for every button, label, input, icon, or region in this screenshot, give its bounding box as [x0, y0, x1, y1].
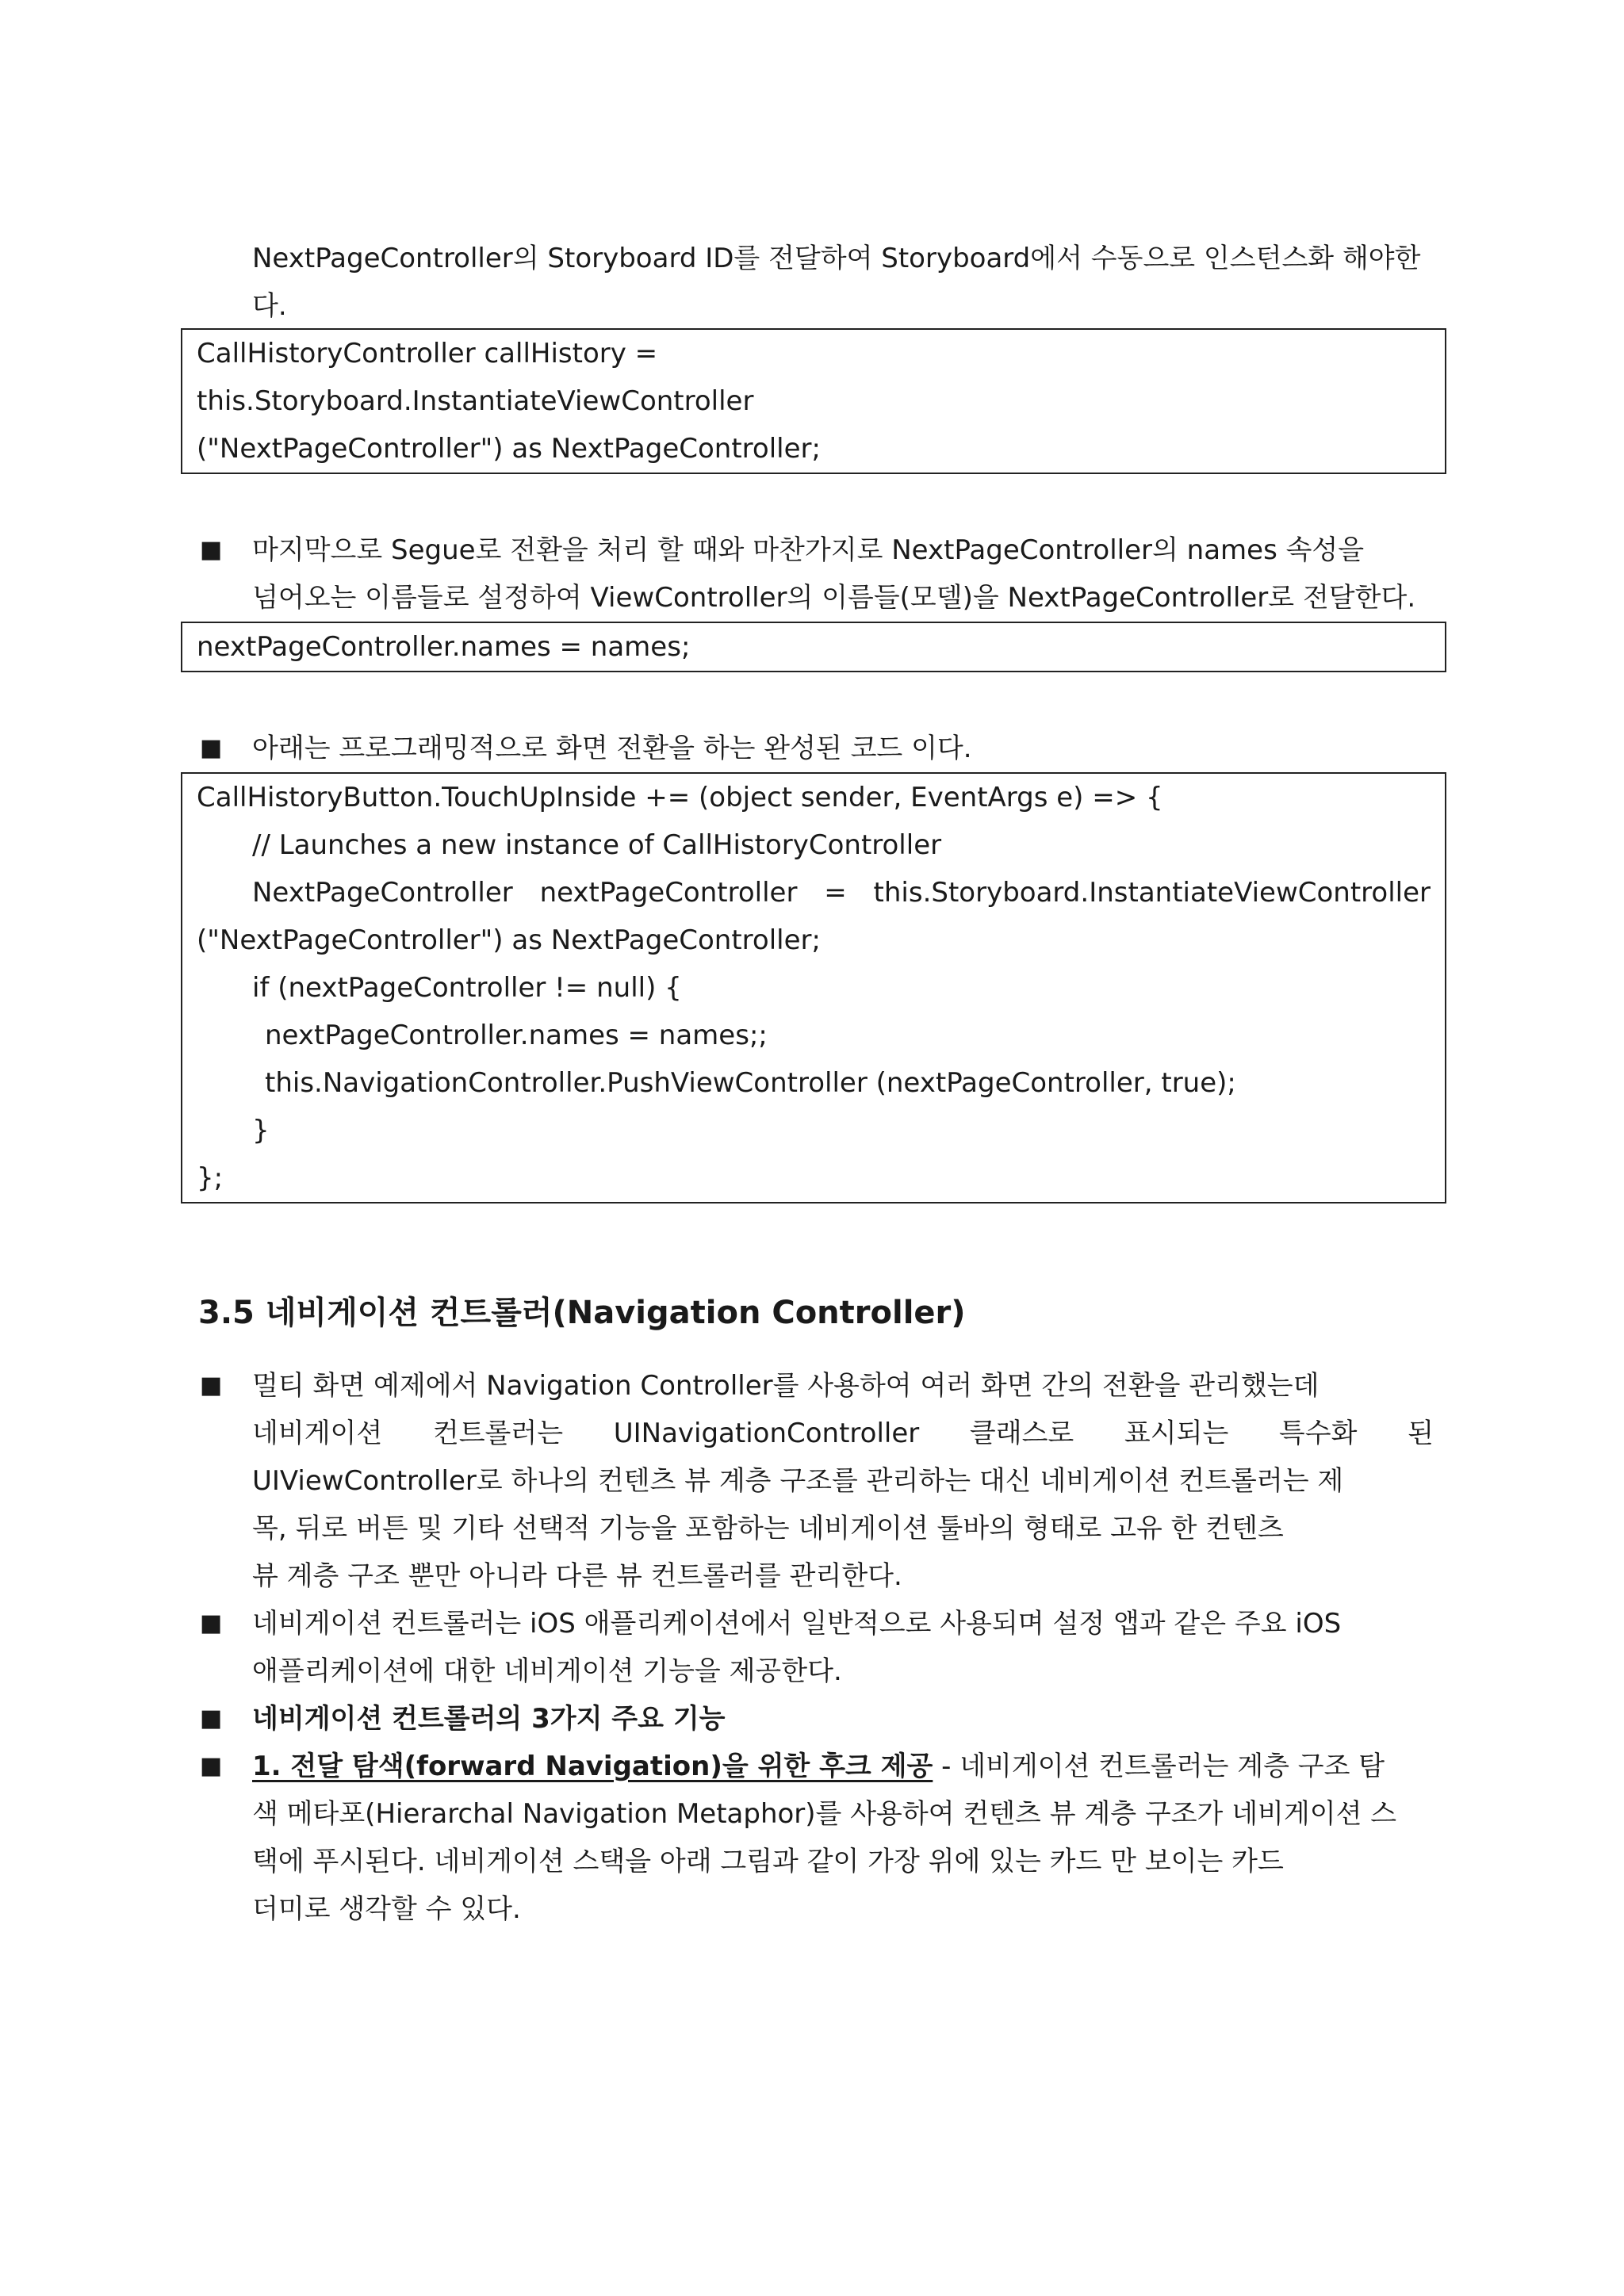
word: 네비게이션 — [252, 1418, 383, 1449]
section-bullet-1 — [252, 1362, 1434, 1600]
bullet-marker: ■ — [200, 1705, 223, 1732]
code-line: ("NextPageController") as NextPageController; — [197, 924, 821, 956]
section-heading: 3.5 네비게이션 컨트롤러(Navigation Controller) — [198, 1295, 966, 1331]
code-line: if (nextPageController != null) { — [252, 972, 682, 1004]
word: UINavigationController — [613, 1418, 920, 1449]
bullet1-line-2: 넘어오는 이름들로 설정하여 ViewController의 이름들(모델)을 NextPageController로 전달한다. — [252, 582, 1416, 614]
bullet-paragraph-names — [252, 526, 1434, 622]
intro-line-1: NextPageController의 Storyboard ID를 전달하여 Storyboard에서 수동으로 인스턴스화 해야한 — [252, 243, 1421, 274]
s-bullet4-line-4: 더미로 생각할 수 있다. — [252, 1893, 521, 1925]
code-line: }; — [197, 1162, 224, 1194]
code-line: this.NavigationController.PushViewController (nextPageController, true); — [265, 1067, 1236, 1099]
forward-navigation-lead: 1. 전달 탐색(forward Navigation)을 위한 후크 제공 — [252, 1751, 933, 1782]
bullet-marker: ■ — [200, 1372, 223, 1399]
code-line: ("NextPageController") as NextPageController; — [197, 433, 821, 465]
code-token: this.Storyboard.InstantiateViewController — [873, 877, 1431, 909]
code-token: NextPageController — [252, 877, 513, 909]
code-token: nextPageController — [539, 877, 798, 909]
bullet-marker: ■ — [200, 1752, 223, 1780]
bullet-paragraph-complete-code — [252, 725, 1434, 772]
bullet-marker: ■ — [200, 536, 223, 564]
bullet-marker: ■ — [200, 1609, 223, 1637]
bullet1-line-1: 마지막으로 Segue로 전환을 처리 할 때와 마찬가지로 NextPageController의 names 속성을 — [252, 534, 1365, 566]
s-bullet1-line-4: 목, 뒤로 버튼 및 기타 선택적 기능을 포함하는 네비게이션 툴바의 형태로 고유 한 컨텐츠 — [252, 1513, 1284, 1544]
s-bullet2-line-2: 애플리케이션에 대한 네비게이션 기능을 제공한다. — [252, 1655, 842, 1687]
s-bullet1-line-3: UIViewController로 하나의 컨텐츠 뷰 계층 구조를 관리하는 대신 네비게이션 컨트롤러는 제 — [252, 1465, 1344, 1497]
section-bullet-3 — [252, 1695, 1434, 1743]
code-block-complete — [181, 772, 1446, 1203]
code-block-names — [181, 622, 1446, 672]
bullet-marker: ■ — [200, 734, 223, 762]
code-line-justified — [197, 869, 1431, 916]
section-bullet-4 — [252, 1743, 1434, 1933]
bullet2-text: 아래는 프로그래밍적으로 화면 전환을 하는 완성된 코드 이다. — [252, 733, 972, 764]
code-line: } — [252, 1115, 270, 1146]
code-line: CallHistoryController callHistory = — [197, 338, 658, 369]
code-line: CallHistoryButton.TouchUpInside += (object sender, EventArgs e) => { — [197, 782, 1163, 813]
word: 특수화 — [1278, 1418, 1358, 1449]
code-token: = — [824, 877, 847, 909]
section-bullet-2 — [252, 1600, 1434, 1695]
intro-line-2: 다. — [252, 290, 287, 322]
s-bullet3-text: 네비게이션 컨트롤러의 3가지 주요 기능 — [252, 1703, 726, 1735]
s-bullet1-line-1: 멀티 화면 예제에서 Navigation Controller를 사용하여 여러 화면 간의 전환을 관리했는데 — [252, 1370, 1320, 1402]
s-bullet1-line-2 — [252, 1410, 1434, 1457]
s-bullet1-line-5: 뷰 계층 구조 뿐만 아니라 다른 뷰 컨트롤러를 관리한다. — [252, 1560, 902, 1592]
intro-paragraph — [252, 235, 1434, 330]
code-block-instantiate — [181, 328, 1446, 474]
s-bullet4-line-2: 색 메타포(Hierarchal Navigation Metaphor)를 사용하여 컨텐츠 뷰 계층 구조가 네비게이션 스 — [252, 1798, 1397, 1830]
s-bullet4-line-1 — [252, 1743, 1434, 1790]
code-comment-line: // Launches a new instance of CallHistoryController — [252, 829, 942, 861]
word: 컨트롤러는 — [432, 1418, 564, 1449]
code-line: nextPageController.names = names;; — [265, 1020, 768, 1051]
s-bullet4-rest: - 네비게이션 컨트롤러는 계층 구조 탐 — [933, 1751, 1385, 1782]
code-line: this.Storyboard.InstantiateViewController — [197, 385, 754, 417]
s-bullet2-line-1: 네비게이션 컨트롤러는 iOS 애플리케이션에서 일반적으로 사용되며 설정 앱과 같은 주요 iOS — [252, 1608, 1342, 1640]
code-line: nextPageController.names = names; — [197, 631, 691, 663]
word: 표시되는 — [1124, 1418, 1229, 1449]
word: 클래스로 — [969, 1418, 1074, 1449]
word: 된 — [1408, 1418, 1434, 1449]
s-bullet4-line-3: 택에 푸시된다. 네비게이션 스택을 아래 그림과 같이 가장 위에 있는 카드 만 보이는 카드 — [252, 1846, 1284, 1877]
